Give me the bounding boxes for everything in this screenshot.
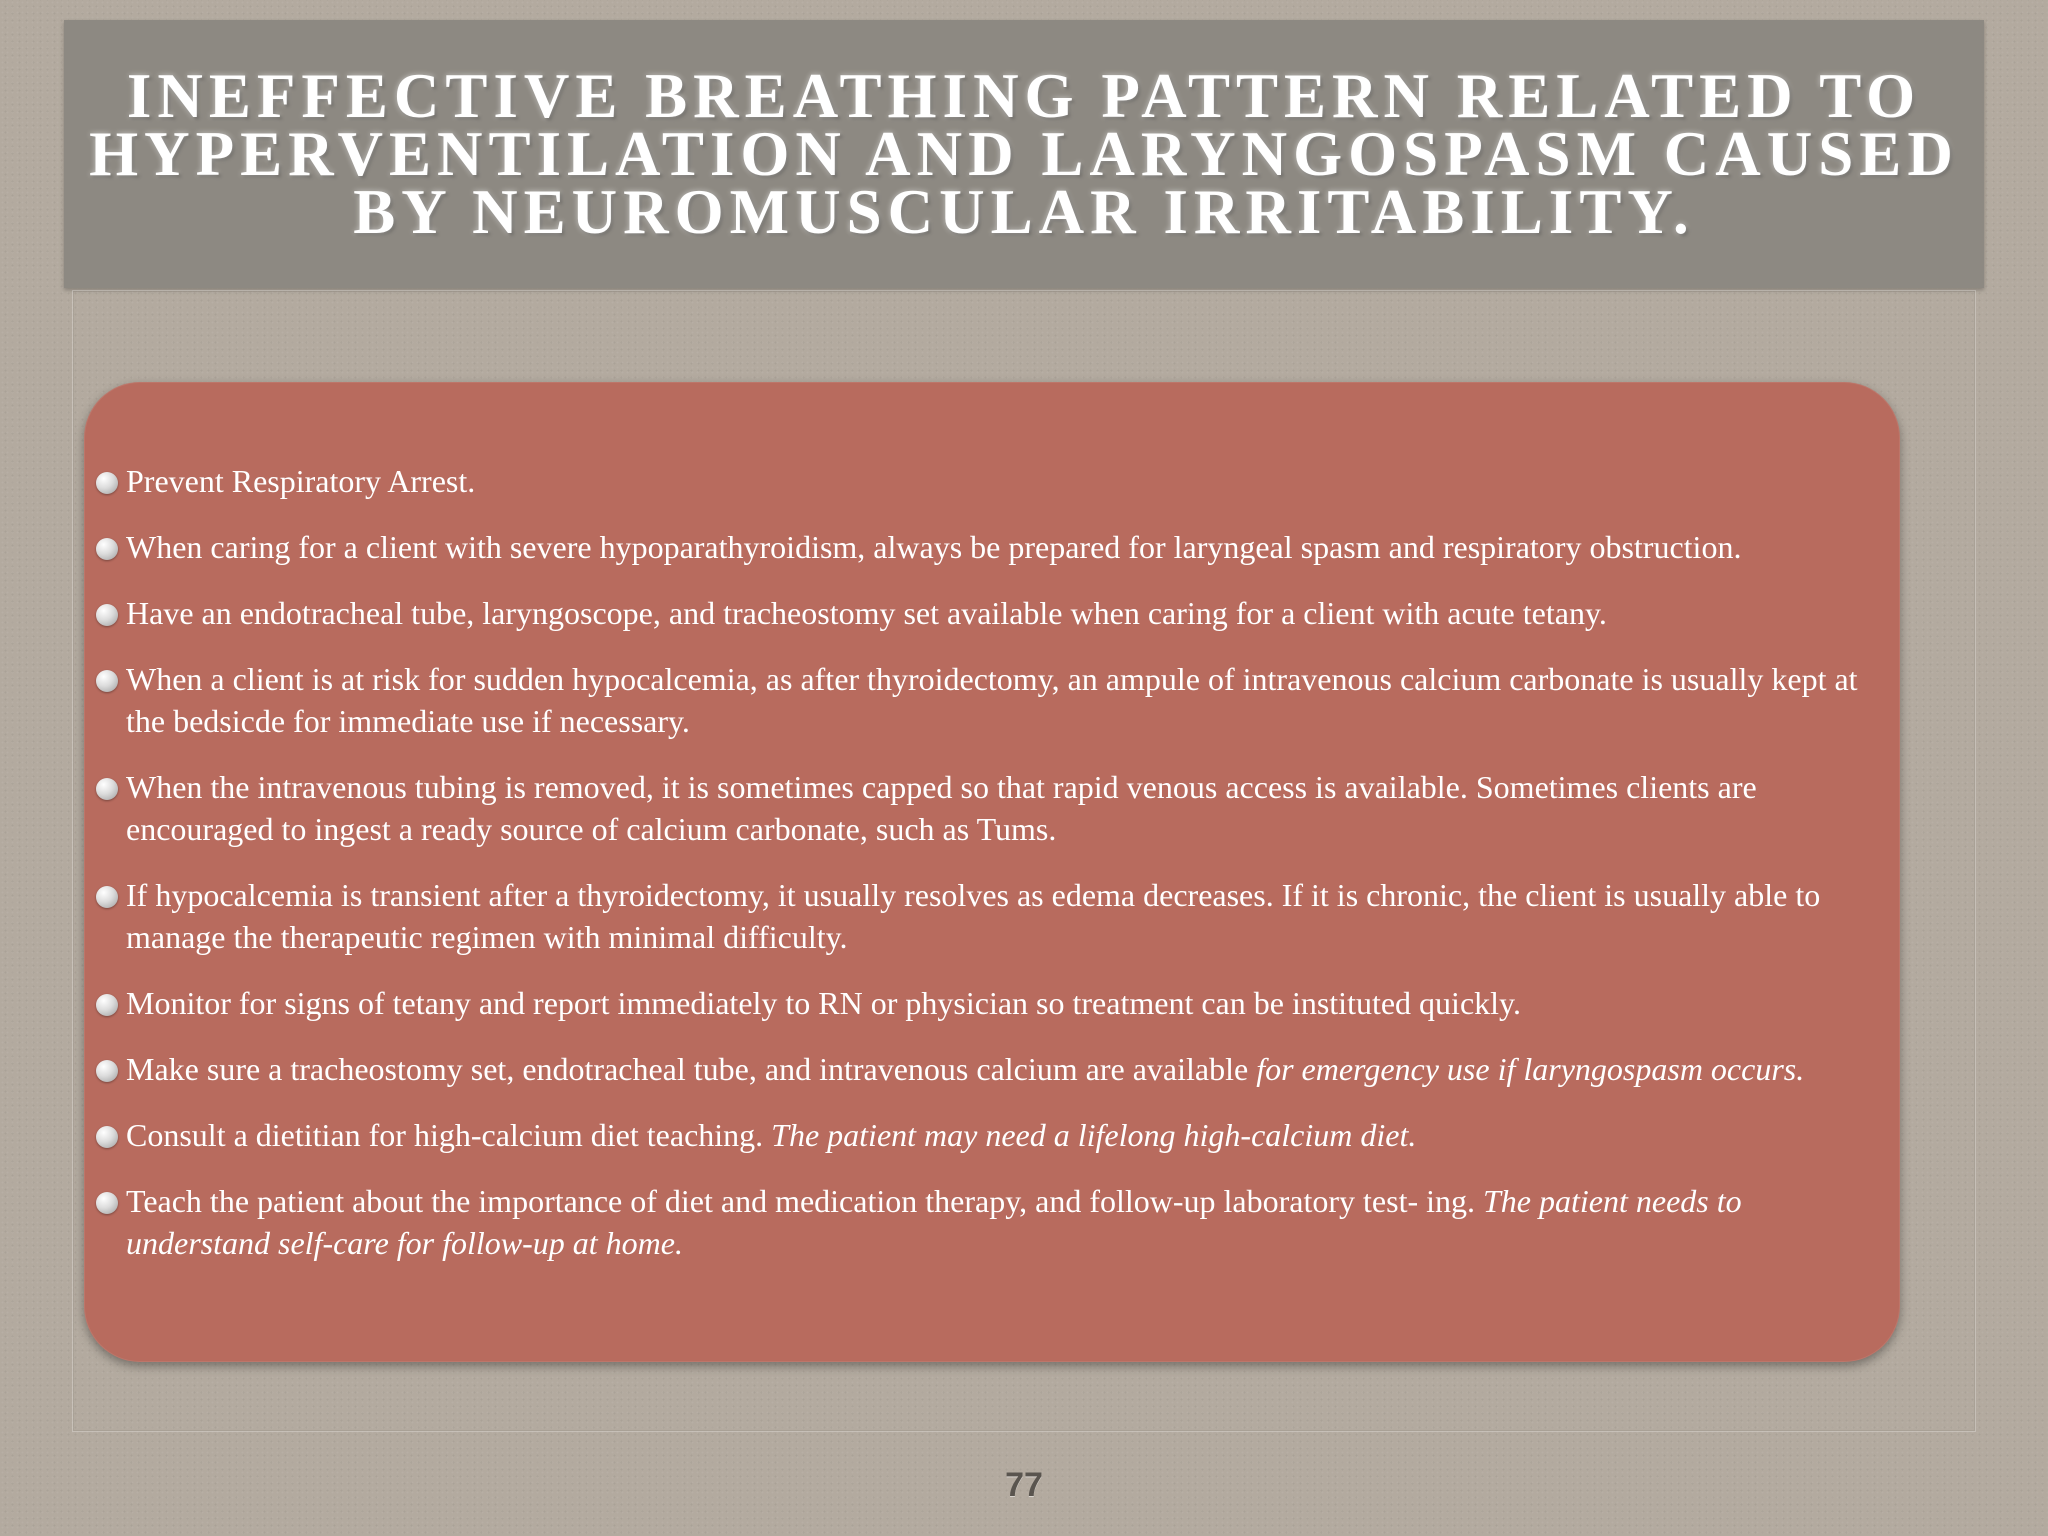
bullet-icon bbox=[96, 1192, 118, 1214]
list-item bbox=[94, 658, 1860, 742]
bullet-emphasis: The patient needs to understand self-care for follow-up at home. bbox=[126, 1183, 1742, 1261]
list-item bbox=[94, 1048, 1860, 1090]
bullet-text: Monitor for signs of tetany and report immediately to RN or physician so treatment can be instituted quickly. bbox=[126, 985, 1521, 1021]
bullet-icon bbox=[96, 538, 118, 560]
list-item bbox=[94, 526, 1860, 568]
bullet-text: When caring for a client with severe hypoparathyroidism, always be prepared for laryngeal spasm and respiratory obstruction. bbox=[126, 529, 1742, 565]
bullet-icon bbox=[96, 886, 118, 908]
bullet-text: Prevent Respiratory Arrest. bbox=[126, 463, 476, 499]
list-item bbox=[94, 982, 1860, 1024]
list-item bbox=[94, 874, 1860, 958]
bullet-list bbox=[84, 382, 1900, 1264]
list-item bbox=[94, 766, 1860, 850]
bullet-icon bbox=[96, 472, 118, 494]
content-panel bbox=[84, 382, 1900, 1362]
bullet-icon bbox=[96, 994, 118, 1016]
bullet-icon bbox=[96, 778, 118, 800]
bullet-emphasis: The patient may need a lifelong high-calcium diet. bbox=[771, 1117, 1417, 1153]
bullet-icon bbox=[96, 1060, 118, 1082]
bullet-text: Teach the patient about the importance of diet and medication therapy, and follow-up laboratory test- ing. bbox=[126, 1183, 1483, 1219]
bullet-text: Have an endotracheal tube, laryngoscope, and tracheostomy set available when caring for a client with acute tetany. bbox=[126, 595, 1607, 631]
bullet-text: When a client is at risk for sudden hypocalcemia, as after thyroidectomy, an ampule of intravenous calcium carbonate is usually kept at the bedsicde for immediate use if necessary. bbox=[126, 661, 1858, 739]
list-item bbox=[94, 460, 1860, 502]
list-item bbox=[94, 592, 1860, 634]
bullet-icon bbox=[96, 1126, 118, 1148]
bullet-text: Make sure a tracheostomy set, endotracheal tube, and intravenous calcium are available bbox=[126, 1051, 1249, 1087]
page-number: 77 bbox=[1005, 1466, 1043, 1504]
title-banner bbox=[64, 20, 1984, 288]
bullet-text: If hypocalcemia is transient after a thyroidectomy, it usually resolves as edema decreases. If it is chronic, the client is usually able to manage the therapeutic regimen with minimal difficulty. bbox=[126, 877, 1821, 955]
bullet-text: Consult a dietitian for high-calcium diet teaching. bbox=[126, 1117, 772, 1153]
bullet-icon bbox=[96, 670, 118, 692]
bullet-icon bbox=[96, 604, 118, 626]
bullet-text: When the intravenous tubing is removed, it is sometimes capped so that rapid venous access is available. Sometimes clients are encouraged to ingest a ready source of calcium carbonate, such as Tums. bbox=[126, 769, 1757, 847]
slide-title: INEFFECTIVE BREATHING PATTERN RELATED TO HYPERVENTILATION AND LARYNGOSPASM CAUSED BY NEUROMUSCULAR IRRITABILITY. bbox=[89, 61, 1959, 247]
list-item bbox=[94, 1114, 1860, 1156]
list-item bbox=[94, 1180, 1860, 1264]
bullet-emphasis: for emergency use if laryngospasm occurs. bbox=[1248, 1051, 1805, 1087]
